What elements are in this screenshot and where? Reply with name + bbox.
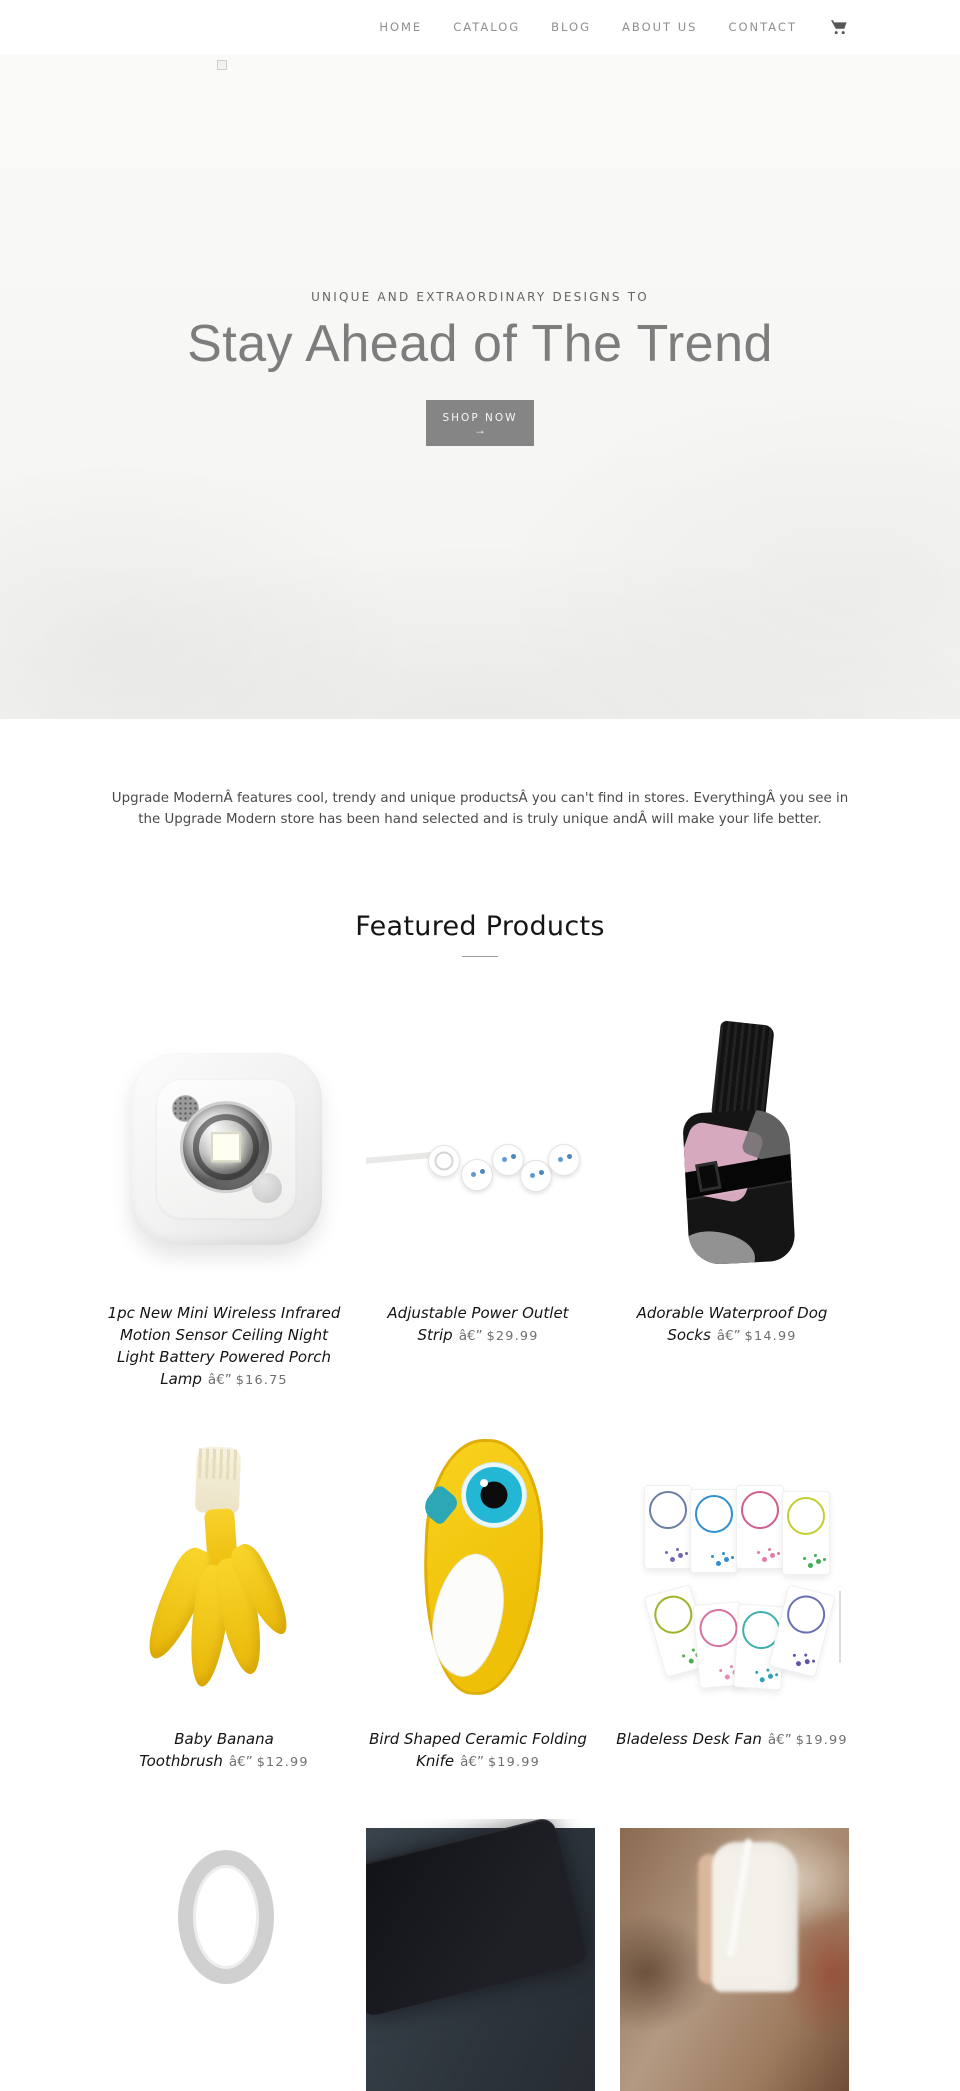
black-leather-wallet <box>366 1819 589 2018</box>
product-card-bladeless-fan <box>616 1423 849 1819</box>
nav-item-about-us[interactable]: ABOUT US <box>622 20 698 34</box>
product-caption <box>613 1302 852 1348</box>
nav-item-contact[interactable]: CONTACT <box>728 20 797 34</box>
product-price: $16.75 <box>235 1373 288 1388</box>
price-separator: â€” <box>458 1328 483 1344</box>
featured-products-heading: Featured Products <box>355 911 605 942</box>
hero-small-square-artifact <box>217 60 227 70</box>
model-photo-scene <box>620 1828 849 2091</box>
heading-divider <box>462 956 498 957</box>
dog-sock-scene <box>620 1013 849 1285</box>
night-light-pir-dot <box>252 1173 282 1203</box>
price-separator: â€” <box>207 1372 232 1388</box>
main-content <box>0 719 960 2091</box>
toothbrush-bristle-head <box>195 1446 241 1513</box>
bird-knife-scene <box>366 1423 595 1711</box>
photo-blur-overlay <box>620 1828 849 2091</box>
product-price: $14.99 <box>744 1329 797 1344</box>
product-card-dog-socks <box>620 1013 849 1423</box>
product-grid <box>107 1013 848 2091</box>
product-title-link[interactable]: 1pc New Mini Wireless Infrared Motion Sensor Ceiling Night Light Battery Powered Porch Lamp <box>107 1304 341 1388</box>
product-image-night-light[interactable] <box>112 1013 341 1285</box>
product-title-link[interactable]: Adorable Waterproof Dog Socks <box>636 1304 828 1344</box>
product-caption <box>359 1728 598 1774</box>
outlet-socket <box>520 1160 552 1192</box>
night-light-body <box>130 1053 322 1245</box>
product-caption <box>105 1302 344 1392</box>
bladeless-fan-scene <box>620 1423 849 1711</box>
product-price: $19.99 <box>487 1755 540 1770</box>
product-price: $19.99 <box>795 1733 848 1748</box>
outlet-socket <box>548 1144 580 1176</box>
dog-sock-buckle <box>695 1161 722 1192</box>
mini-fan <box>644 1485 692 1569</box>
hero-title: Stay Ahead of The Trend <box>187 315 773 373</box>
product-card-banana-toothbrush <box>112 1423 341 1819</box>
product-image-gray-ring[interactable] <box>112 1819 341 2091</box>
power-cord <box>366 1152 434 1164</box>
image-edge-strip <box>839 1591 841 1663</box>
product-title-link[interactable]: Baby Banana Toothbrush <box>139 1730 274 1770</box>
product-title-link[interactable]: Bird Shaped Ceramic Folding Knife <box>369 1730 587 1770</box>
mini-fan <box>769 1584 836 1677</box>
product-image-banana-toothbrush[interactable] <box>112 1423 341 1711</box>
product-price: $29.99 <box>486 1329 539 1344</box>
price-separator: â€” <box>228 1754 253 1770</box>
right-arrow-icon: → <box>474 422 486 437</box>
product-card-wallet <box>366 1819 595 2091</box>
product-caption <box>613 1728 852 1752</box>
product-caption <box>105 1728 344 1774</box>
dog-sock-cuff <box>711 1020 775 1119</box>
bird-eye <box>462 1463 526 1527</box>
nav-item-home[interactable]: HOME <box>379 20 423 34</box>
price-separator: â€” <box>460 1754 484 1770</box>
outlet-socket <box>428 1145 460 1177</box>
dog-sock-sole <box>682 1228 757 1265</box>
gray-ring-scene <box>112 1819 341 2091</box>
product-card-outlet-strip <box>366 1013 595 1423</box>
top-navigation <box>0 0 960 54</box>
product-card-gray-ring <box>112 1819 341 2091</box>
night-light-scene <box>112 1013 341 1285</box>
product-card-shoulder-bag <box>620 1819 849 2091</box>
product-image-dog-socks[interactable] <box>620 1013 849 1285</box>
gray-ring-product <box>178 1850 274 1984</box>
outlet-socket <box>461 1159 493 1191</box>
product-price: $12.99 <box>256 1755 309 1770</box>
product-image-shoulder-bag[interactable] <box>620 1819 849 2091</box>
outlet-socket <box>492 1144 524 1176</box>
shop-now-button[interactable] <box>426 400 534 446</box>
product-image-bladeless-fan[interactable] <box>620 1423 849 1711</box>
product-card-bird-knife <box>366 1423 595 1819</box>
hero-banner <box>0 54 960 719</box>
product-image-bird-knife[interactable] <box>366 1423 595 1711</box>
product-card-night-light <box>107 1013 341 1423</box>
price-separator: â€” <box>767 1732 792 1748</box>
price-separator: â€” <box>716 1328 741 1344</box>
mini-fan <box>782 1491 830 1575</box>
outlet-strip-scene <box>366 1013 595 1285</box>
nav-item-catalog[interactable]: CATALOG <box>453 20 521 34</box>
cart-icon <box>830 19 848 35</box>
dog-sock-boot <box>682 1108 796 1265</box>
wallet-scene <box>366 1828 595 2091</box>
product-title-link[interactable]: Bladeless Desk Fan <box>616 1730 762 1748</box>
nav-item-blog[interactable]: BLOG <box>551 20 592 34</box>
cart-button[interactable] <box>830 19 848 35</box>
product-caption <box>359 1302 598 1348</box>
product-image-outlet-strip[interactable] <box>366 1013 595 1285</box>
banana-toothbrush-scene <box>112 1423 341 1711</box>
product-image-wallet[interactable] <box>366 1819 595 2091</box>
mini-fan <box>690 1489 738 1573</box>
shop-now-label: SHOP NOW <box>442 411 518 424</box>
product-title-link[interactable]: Adjustable Power Outlet Strip <box>387 1304 569 1344</box>
store-intro-paragraph: Upgrade ModernÂ features cool, trendy and unique productsÂ you can't find in stores. EverythingÂ you see in the Upgrade Modern store has been hand selected and is truly unique andÂ will make your life better. <box>111 791 849 827</box>
mini-fan <box>736 1485 784 1569</box>
hero-eyebrow: UNIQUE AND EXTRAORDINARY DESIGNS TO <box>311 290 649 304</box>
